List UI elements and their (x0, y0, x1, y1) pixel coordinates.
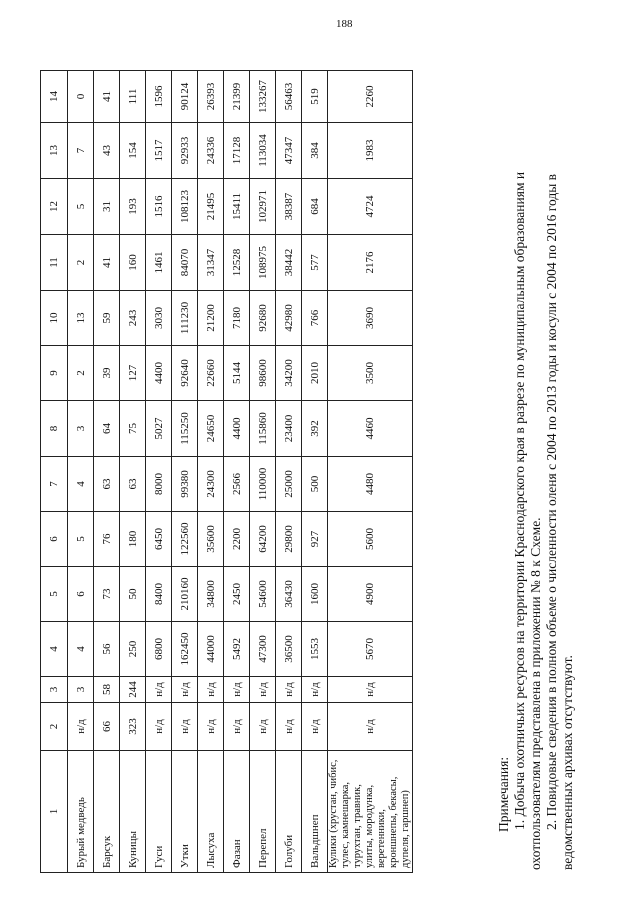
value-cell: 113034 (250, 123, 276, 179)
notes-heading: Примечания: (496, 756, 511, 832)
value-cell: 4724 (328, 179, 413, 235)
value-cell: 34800 (198, 567, 224, 622)
value-cell: н/д (250, 703, 276, 751)
species-name-cell: Фазан (224, 751, 250, 873)
value-cell: 21495 (198, 179, 224, 235)
value-cell: 4900 (328, 567, 413, 622)
value-cell: 4400 (224, 401, 250, 457)
value-cell: н/д (328, 703, 413, 751)
value-cell: н/д (276, 677, 302, 703)
value-cell: 56463 (276, 71, 302, 123)
value-cell: 2200 (224, 512, 250, 567)
value-cell: 122560 (172, 512, 198, 567)
value-cell: н/д (302, 677, 328, 703)
column-header: 13 (41, 123, 68, 179)
value-cell: 8400 (146, 567, 172, 622)
rotated-page-content (40, 28, 600, 878)
species-name-cell: Вальдшнеп (302, 751, 328, 873)
value-cell: 25000 (276, 457, 302, 512)
value-cell: 519 (302, 71, 328, 123)
value-cell: 1516 (146, 179, 172, 235)
notes-block (496, 40, 576, 870)
value-cell: 99380 (172, 457, 198, 512)
value-cell: 43 (94, 123, 120, 179)
value-cell: 4 (68, 457, 94, 512)
value-cell: 5492 (224, 622, 250, 677)
value-cell: н/д (146, 703, 172, 751)
value-cell: 392 (302, 401, 328, 457)
value-cell: 3 (68, 677, 94, 703)
value-cell: 7180 (224, 291, 250, 346)
value-cell: 92933 (172, 123, 198, 179)
value-cell: 59 (94, 291, 120, 346)
value-cell: 766 (302, 291, 328, 346)
table-row (302, 71, 328, 873)
column-header: 11 (41, 235, 68, 291)
value-cell: 41 (94, 235, 120, 291)
table-row (198, 71, 224, 873)
value-cell: 243 (120, 291, 146, 346)
value-cell: 39 (94, 346, 120, 401)
table-row (250, 71, 276, 873)
value-cell: н/д (146, 677, 172, 703)
species-name-cell: Перепел (250, 751, 276, 873)
value-cell: 2450 (224, 567, 250, 622)
value-cell: 29800 (276, 512, 302, 567)
value-cell: 115250 (172, 401, 198, 457)
note-1-line-2: охотпользователям представлена в приложении № 8 к Схеме. (528, 517, 543, 870)
value-cell: 12528 (224, 235, 250, 291)
value-cell: н/д (250, 677, 276, 703)
column-header: 12 (41, 179, 68, 235)
table-row (172, 71, 198, 873)
value-cell: 21399 (224, 71, 250, 123)
value-cell: 500 (302, 457, 328, 512)
value-cell: 2260 (328, 71, 413, 123)
value-cell: 2566 (224, 457, 250, 512)
species-name-cell: Гуси (146, 751, 172, 873)
value-cell: 31 (94, 179, 120, 235)
value-cell: н/д (302, 703, 328, 751)
column-header: 14 (41, 71, 68, 123)
value-cell: 66 (94, 703, 120, 751)
value-cell: н/д (224, 677, 250, 703)
value-cell: 26393 (198, 71, 224, 123)
value-cell: 73 (94, 567, 120, 622)
value-cell: 111230 (172, 291, 198, 346)
page-number: 188 (336, 18, 353, 30)
table-row (146, 71, 172, 873)
value-cell: 90124 (172, 71, 198, 123)
value-cell: 108123 (172, 179, 198, 235)
value-cell: 63 (94, 457, 120, 512)
value-cell: 15411 (224, 179, 250, 235)
value-cell: 180 (120, 512, 146, 567)
species-name-cell: Лысуха (198, 751, 224, 873)
value-cell: 21200 (198, 291, 224, 346)
value-cell: 64 (94, 401, 120, 457)
value-cell: 1553 (302, 622, 328, 677)
value-cell: 323 (120, 703, 146, 751)
value-cell: 5027 (146, 401, 172, 457)
value-cell: 115860 (250, 401, 276, 457)
note-2-line-2: ведомственных архивах отсутствуют. (560, 655, 575, 870)
value-cell: 3 (68, 401, 94, 457)
value-cell: 6450 (146, 512, 172, 567)
value-cell: 4480 (328, 457, 413, 512)
table-row (224, 71, 250, 873)
value-cell: 98600 (250, 346, 276, 401)
value-cell: н/д (198, 677, 224, 703)
value-cell: 5670 (328, 622, 413, 677)
value-cell: 210160 (172, 567, 198, 622)
species-name-cell: Голуби (276, 751, 302, 873)
value-cell: 38442 (276, 235, 302, 291)
column-header: 2 (41, 703, 68, 751)
value-cell: 8000 (146, 457, 172, 512)
value-cell: н/д (328, 677, 413, 703)
value-cell: 75 (120, 401, 146, 457)
value-cell: 34200 (276, 346, 302, 401)
value-cell: 684 (302, 179, 328, 235)
value-cell: н/д (68, 703, 94, 751)
table-row (120, 71, 146, 873)
value-cell: 92640 (172, 346, 198, 401)
value-cell: 7 (68, 123, 94, 179)
value-cell: 2176 (328, 235, 413, 291)
column-header: 3 (41, 677, 68, 703)
value-cell: 58 (94, 677, 120, 703)
value-cell: 23400 (276, 401, 302, 457)
value-cell: 38387 (276, 179, 302, 235)
value-cell: 244 (120, 677, 146, 703)
value-cell: 64200 (250, 512, 276, 567)
value-cell: 6 (68, 567, 94, 622)
hunting-resources-table (40, 70, 413, 873)
table-row (68, 71, 94, 873)
value-cell: н/д (198, 703, 224, 751)
column-header: 5 (41, 567, 68, 622)
value-cell: 2 (68, 235, 94, 291)
value-cell: 162450 (172, 622, 198, 677)
value-cell: 5600 (328, 512, 413, 567)
value-cell: 47300 (250, 622, 276, 677)
species-name-cell: Бурый медведь (68, 751, 94, 873)
value-cell: 76 (94, 512, 120, 567)
table-header-row (41, 71, 68, 873)
value-cell: н/д (172, 677, 198, 703)
column-header: 4 (41, 622, 68, 677)
species-name-cell: Куницы (120, 751, 146, 873)
value-cell: 35600 (198, 512, 224, 567)
value-cell: 50 (120, 567, 146, 622)
value-cell: н/д (224, 703, 250, 751)
value-cell: 54600 (250, 567, 276, 622)
value-cell: 1983 (328, 123, 413, 179)
value-cell: 577 (302, 235, 328, 291)
value-cell: 1600 (302, 567, 328, 622)
value-cell: 127 (120, 346, 146, 401)
value-cell: 24300 (198, 457, 224, 512)
species-name-cell: Утки (172, 751, 198, 873)
value-cell: 133267 (250, 71, 276, 123)
value-cell: 36430 (276, 567, 302, 622)
column-header: 6 (41, 512, 68, 567)
value-cell: 3500 (328, 346, 413, 401)
value-cell: 154 (120, 123, 146, 179)
value-cell: 250 (120, 622, 146, 677)
value-cell: 56 (94, 622, 120, 677)
value-cell: 36500 (276, 622, 302, 677)
table-row (94, 71, 120, 873)
value-cell: 44000 (198, 622, 224, 677)
value-cell: 5 (68, 179, 94, 235)
value-cell: 160 (120, 235, 146, 291)
value-cell: 63 (120, 457, 146, 512)
value-cell: 1461 (146, 235, 172, 291)
value-cell: 4400 (146, 346, 172, 401)
note-2-line-1: 2. Повидовые сведения в полном объеме о численности оленя с 2004 по 2013 годы и косули с 2004 по 2016 годы в (544, 173, 559, 830)
value-cell: 0 (68, 71, 94, 123)
value-cell: 3030 (146, 291, 172, 346)
value-cell: 110000 (250, 457, 276, 512)
value-cell: 92680 (250, 291, 276, 346)
value-cell: 2010 (302, 346, 328, 401)
value-cell: 927 (302, 512, 328, 567)
value-cell: 5144 (224, 346, 250, 401)
value-cell: 5 (68, 512, 94, 567)
value-cell: 4 (68, 622, 94, 677)
value-cell: 111 (120, 71, 146, 123)
column-header: 1 (41, 751, 68, 873)
species-name-cell: Барсук (94, 751, 120, 873)
table-row (328, 71, 413, 873)
value-cell: 1596 (146, 71, 172, 123)
value-cell: 31347 (198, 235, 224, 291)
value-cell: 193 (120, 179, 146, 235)
value-cell: 6800 (146, 622, 172, 677)
value-cell: н/д (276, 703, 302, 751)
value-cell: 1517 (146, 123, 172, 179)
value-cell: 24336 (198, 123, 224, 179)
note-1-line-1: 1. Добыча охотничьих ресурсов на территории Краснодарского края в разрезе по муниципальным образованиям и (512, 171, 527, 830)
value-cell: 13 (68, 291, 94, 346)
value-cell: 42980 (276, 291, 302, 346)
value-cell: 22660 (198, 346, 224, 401)
value-cell: 47347 (276, 123, 302, 179)
value-cell: 41 (94, 71, 120, 123)
value-cell: н/д (172, 703, 198, 751)
value-cell: 102971 (250, 179, 276, 235)
species-name-cell: Кулики (хрустан, чибис, тулес, камнешарка, турухтан, травник, улиты, мородунка, веретенники, кроншнепы, бекасы, дупеля, гаршнеп) (328, 751, 413, 873)
value-cell: 84070 (172, 235, 198, 291)
value-cell: 3690 (328, 291, 413, 346)
table-row (276, 71, 302, 873)
value-cell: 2 (68, 346, 94, 401)
value-cell: 108975 (250, 235, 276, 291)
value-cell: 24650 (198, 401, 224, 457)
value-cell: 384 (302, 123, 328, 179)
column-header: 7 (41, 457, 68, 512)
column-header: 9 (41, 346, 68, 401)
column-header: 8 (41, 401, 68, 457)
column-header: 10 (41, 291, 68, 346)
value-cell: 17128 (224, 123, 250, 179)
value-cell: 4460 (328, 401, 413, 457)
